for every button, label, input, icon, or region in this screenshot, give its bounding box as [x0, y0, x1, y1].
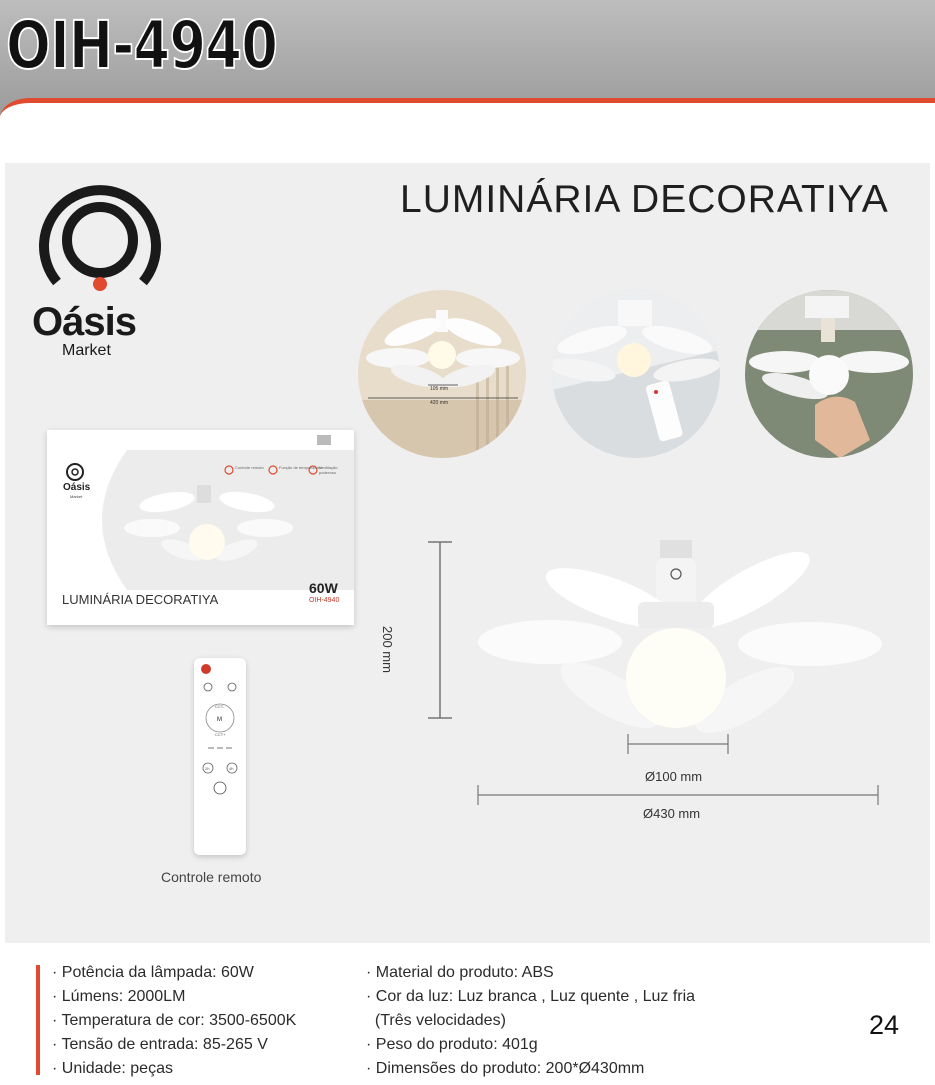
page-number: 24	[860, 1003, 908, 1047]
dimension-outer-diameter: Ø430 mm	[643, 806, 701, 821]
spec-light-color: · Cor da luz: Luz branca , Luz quente , Luz fria	[366, 988, 696, 1005]
photo-fan-installation	[745, 290, 913, 458]
spec-unit: · Unidade: peças	[52, 1060, 173, 1077]
header-accent-line	[0, 98, 935, 138]
box-feature-ventilation: Ventilação poderosa	[319, 465, 338, 475]
logo-brand: Oásis	[32, 300, 136, 344]
specs-accent-bar	[36, 965, 40, 1075]
model-code: OIH-4940	[6, 7, 278, 84]
remote-control	[194, 658, 246, 855]
remote-key-cct-minus: CCT-	[215, 704, 225, 709]
box-feature-timer: Função de temporizador	[279, 465, 323, 470]
spec-material: · Material do produto: ABS	[366, 964, 554, 981]
fan-product-drawing	[420, 530, 920, 830]
photo-fan-remote	[552, 290, 720, 458]
spec-lumens: · Lúmens: 2000LM	[52, 988, 186, 1005]
spec-weight: · Peso do produto: 401g	[366, 1036, 538, 1053]
remote-key-2h: 2h	[205, 766, 210, 771]
photo-label-420: 420 mm	[430, 400, 449, 406]
product-box	[47, 430, 354, 625]
remote-label: Controle remoto	[161, 869, 262, 885]
dimension-height: 200 mm	[380, 626, 395, 673]
dimension-inner-diameter: Ø100 mm	[645, 769, 703, 784]
spec-speeds: (Três velocidades)	[366, 1012, 506, 1029]
remote-key-cct-plus: CCT+	[215, 732, 226, 737]
box-watt: 60W	[309, 580, 338, 596]
spec-dimensions: · Dimensões do produto: 200*Ø430mm	[366, 1060, 645, 1077]
remote-key-4h: 4h	[229, 766, 234, 771]
remote-key-mode: M	[217, 717, 222, 723]
box-logo-sub: Market	[70, 494, 83, 499]
spec-power: · Potência da lâmpada: 60W	[52, 964, 254, 981]
box-code: OIH-4940	[309, 597, 340, 604]
spec-voltage: · Tensão de entrada: 85-265 V	[52, 1036, 268, 1053]
photo-label-105: 105 mm	[430, 386, 449, 392]
page-title: LUMINÁRIA DECORATIYA	[400, 178, 889, 221]
box-feature-remote: Controle remoto	[235, 465, 264, 470]
photo-fan-dimensions	[358, 290, 526, 458]
box-logo-text: Oásis	[63, 482, 91, 493]
box-title: LUMINÁRIA DECORATIYA	[62, 592, 219, 607]
spec-color-temp: · Temperatura de cor: 3500-6500K	[52, 1012, 297, 1029]
logo-sub: Market	[62, 342, 111, 359]
